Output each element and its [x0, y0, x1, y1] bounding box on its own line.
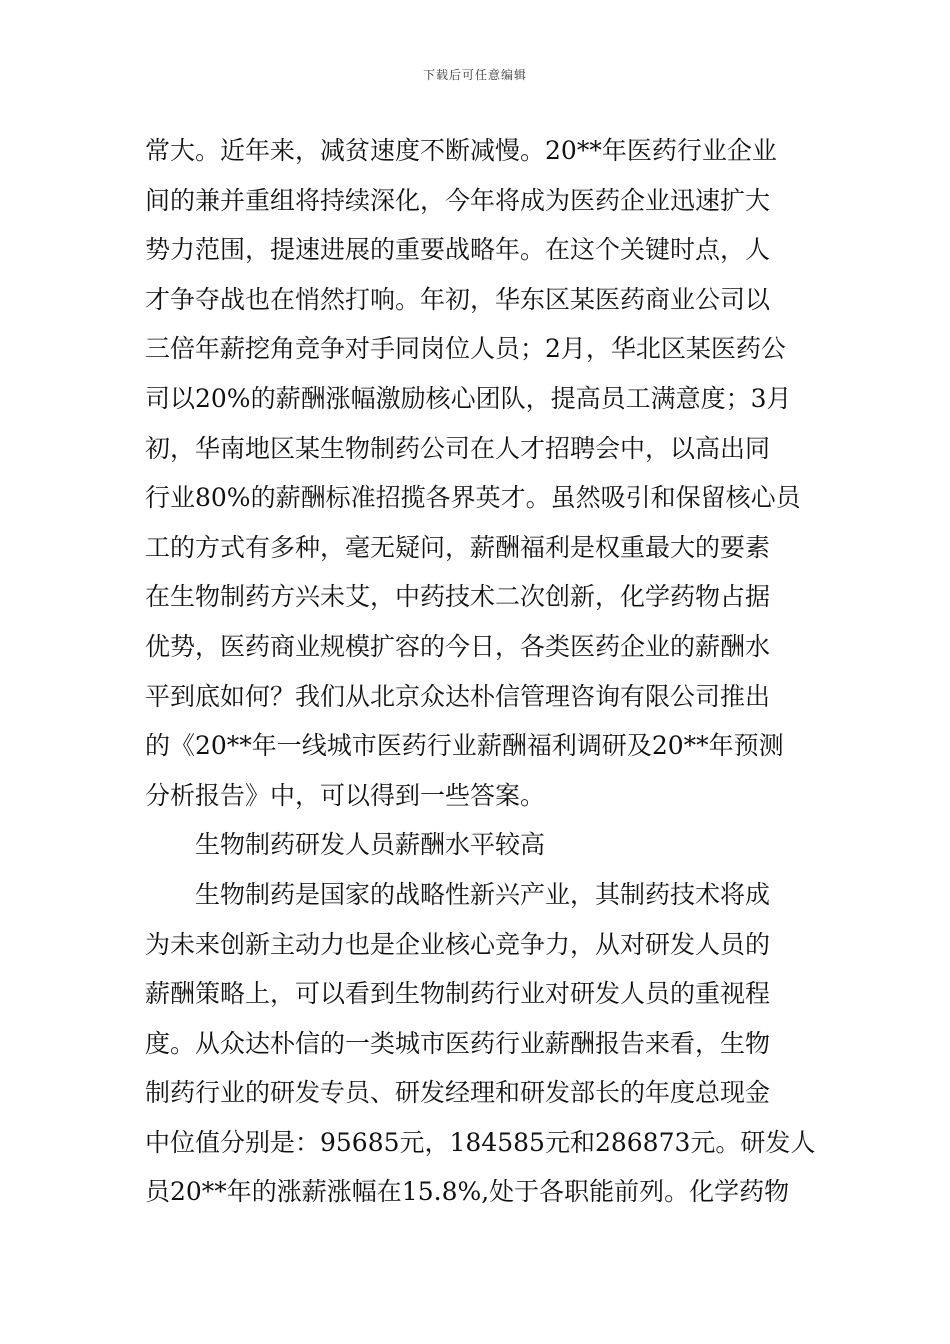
text-line: 为未来创新主动力也是企业核心竞争力，从对研发人员的	[145, 929, 771, 959]
text-line: 才争夺战也在悄然打响。年初，华东区某医药商业公司以	[145, 284, 771, 314]
text-line: 中位值分别是：95685元，184585元和286873元。研发人	[145, 1127, 815, 1157]
text-line: 间的兼并重组将持续深化，今年将成为医药企业迅速扩大	[145, 185, 771, 215]
text-line: 常大。近年来，减贫速度不断减慢。20**年医药行业企业	[145, 136, 777, 165]
text-line: 在生物制药方兴未艾，中药技术二次创新，化学药物占据	[145, 582, 771, 612]
text-line: 分析报告》中，可以得到一些答案。	[145, 780, 546, 810]
text-line: 优势，医药商业规模扩容的今日，各类医药企业的薪酬水	[145, 631, 771, 661]
text-line: 初，华南地区某生物制药公司在人才招聘会中，以高出同	[145, 433, 771, 463]
text-line: 制药行业的研发专员、研发经理和研发部长的年度总现金	[145, 1078, 771, 1108]
text-line: 生物制药是国家的战略性新兴产业，其制药技术将成	[195, 879, 771, 909]
text-line: 的《20**年一线城市医药行业薪酬福利调研及20**年预测	[145, 731, 784, 761]
text-line: 司以20%的薪酬涨幅激励核心团队，提高员工满意度；3月	[145, 383, 792, 413]
section-heading: 生物制药研发人员薪酬水平较高	[195, 830, 546, 860]
text-line: 员20**年的涨薪涨幅在15.8%,处于各职能前列。化学药物	[145, 1177, 790, 1207]
body-text	[145, 126, 815, 1217]
text-line: 工的方式有多种，毫无疑问，薪酬福利是权重最大的要素	[145, 532, 771, 562]
text-line: 薪酬策略上，可以看到生物制药行业对研发人员的重视程	[145, 979, 771, 1009]
text-line: 度。从众达朴信的一类城市医药行业薪酬报告来看，生物	[145, 1028, 771, 1058]
header-note: 下载后可任意编辑	[422, 68, 527, 82]
text-line: 势力范围，提速进展的重要战略年。在这个关键时点，人	[145, 235, 771, 265]
text-line: 行业80%的薪酬标准招揽各界英才。虽然吸引和保留核心员	[145, 483, 801, 513]
text-line: 三倍年薪挖角竞争对手同岗位人员；2月，华北区某医药公	[145, 334, 786, 364]
text-line: 平到底如何？我们从北京众达朴信管理咨询有限公司推出	[145, 681, 771, 711]
